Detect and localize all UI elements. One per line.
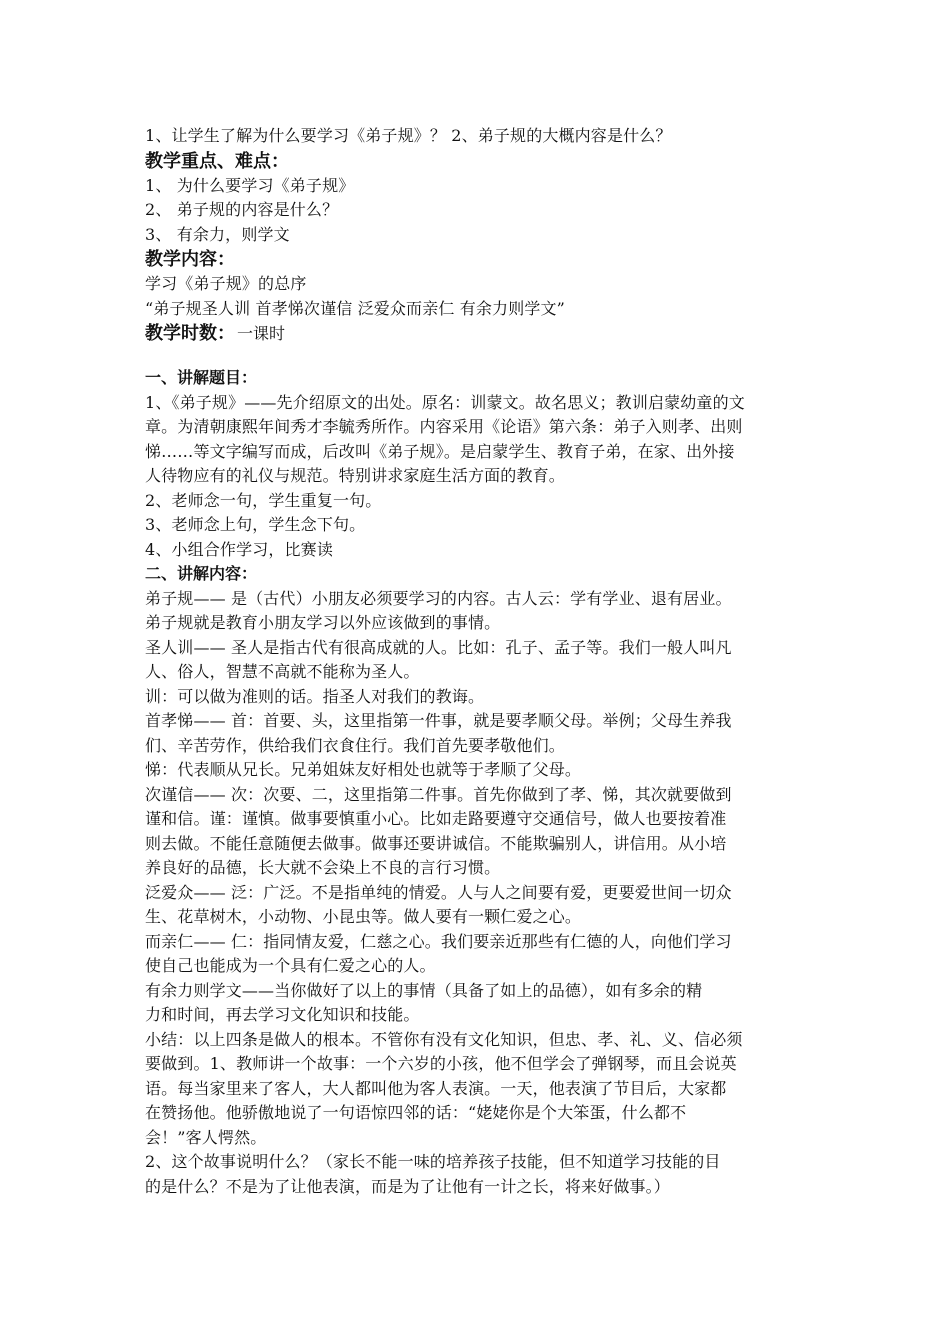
section1-line: 2、老师念一句，学生重复一句。 [145,490,382,510]
key-point-item: 1、 为什么要学习《弟子规》 [145,175,355,195]
section1-line: 悌……等文字编写而成，后改叫《弟子规》。是启蒙学生、教育子弟，在家、出外接 [145,441,735,461]
section2-line: 而亲仁—— 仁：指同情友爱，仁慈之心。我们要亲近那些有仁德的人，向他们学习 [145,931,732,951]
spacer [145,346,840,366]
section2-line: 使自己也能成为一个具有仁爱之心的人。 [145,956,436,975]
key-point-item: 2、 弟子规的内容是什么？ [145,200,339,219]
section2-line: 悌：代表顺从兄长。兄弟姐妹友好相处也就等于孝顺了父母。 [145,760,582,779]
section2-heading: 二、讲解内容： [145,564,258,583]
section2-line: 人、俗人，智慧不高就不能称为圣人。 [145,662,420,681]
key-points-heading: 教学重点、难点： [145,150,289,172]
key-point-item: 3、 有余力，则学文 [145,224,290,244]
section2-line: 次谨信—— 次：次要、二，这里指第二件事。首先你做到了孝、悌，其次就要做到 [145,784,732,804]
section2-line: 要做到。1、教师讲一个故事：一个六岁的小孩，他不但学会了弹钢琴，而且会说英 [145,1054,737,1073]
objectives-line: 1、让学生了解为什么要学习《弟子规》？ 2、弟子规的大概内容是什么？ [145,126,672,145]
section2-line: 谨和信。谨：谨慎。做事要慎重小心。比如走路要遵守交通信号，做人也要按着准 [145,809,727,828]
hours-row [145,321,840,346]
section1-line: 1、《弟子规》——先介绍原文的出处。原名：训蒙文。故名思义；教训启蒙幼童的文 [145,392,745,412]
section2-line: 生、花草树木，小动物、小昆虫等。做人要有一颗仁爱之心。 [145,907,582,926]
section2-line: 圣人训—— 圣人是指古代有很高成就的人。比如：孔子、孟子等。我们一般人叫凡 [145,637,732,657]
section2-line: 们、辛苦劳作，供给我们衣食住行。我们首先要孝敬他们。 [145,735,565,755]
section2-line: 会！”客人愕然。 [145,1127,267,1147]
section2-line: 弟子规—— 是（古代）小朋友必须要学习的内容。古人云：学有学业、退有居业。 [145,588,732,608]
section2-line: 养良好的品德，长大就不会染上不良的言行习惯。 [145,858,501,877]
section2-line: 语。每当家里来了客人，大人都叫他为客人表演。一天，他表演了节目后，大家都 [145,1078,727,1098]
section2-line: 有余力则学文——当你做好了以上的事情（具备了如上的品德），如有多余的精 [145,980,703,1000]
section2-line: 训：可以做为准则的话。指圣人对我们的教诲。 [145,686,485,706]
section1-line: 章。为清朝康熙年间秀才李毓秀所作。内容采用《论语》第六条：弟子入则孝、出则 [145,417,743,436]
section2-line: 首孝悌—— 首：首要、头，这里指第一件事，就是要孝顺父母。举例；父母生养我 [145,711,732,730]
section2-line: 则去做。不能任意随便去做事。做事还要讲诚信。不能欺骗别人，讲信用。从小培 [145,833,727,853]
section2-line: 2、这个故事说明什么？（家长不能一味的培养孩子技能，但不知道学习技能的目 [145,1152,721,1171]
section2-line: 小结：以上四条是做人的根本。不管你有没有文化知识，但忠、孝、礼、义、信必须 [145,1029,743,1049]
content-line: 学习《弟子规》的总序 [145,274,307,293]
content-heading: 教学内容： [145,249,235,270]
section1-line: 4、小组合作学习，比赛读 [145,539,333,559]
section1-line: 3、老师念上句，学生念下句。 [145,515,366,534]
content-line: “弟子规圣人训 首孝悌次谨信 泛爱众而亲仁 有余力则学文” [145,298,565,318]
section2-line: 在赞扬他。他骄傲地说了一句语惊四邻的话：“姥姥你是个大笨蛋，什么都不 [145,1103,687,1122]
section2-line: 的是什么？不是为了让他表演，而是为了让他有一计之长，将来好做事。） [145,1176,670,1196]
section1-heading: 一、讲解题目： [145,368,258,387]
section2-line: 弟子规就是教育小朋友学习以外应该做到的事情。 [145,613,501,632]
section2-line: 泛爱众—— 泛：广泛。不是指单纯的情爱。人与人之间要有爱，更要爱世间一切众 [145,882,732,902]
section1-line: 人待物应有的礼仪与规范。特别讲求家庭生活方面的教育。 [145,466,565,485]
hours-heading: 教学时数： [145,323,235,344]
hours-value: 一课时 [237,324,286,343]
section2-line: 力和时间，再去学习文化知识和技能。 [145,1005,420,1024]
